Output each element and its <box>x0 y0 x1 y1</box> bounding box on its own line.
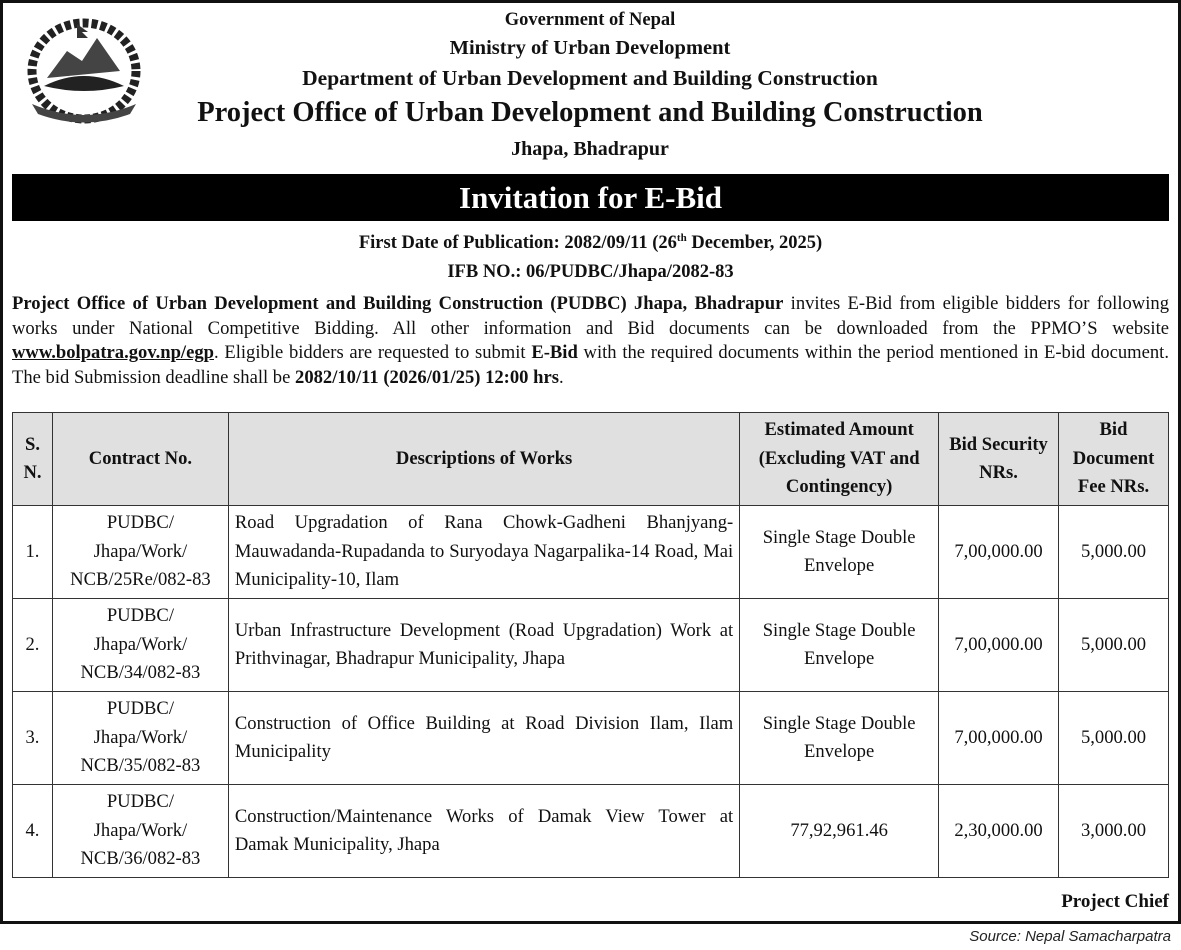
header-security: Bid Security NRs. <box>939 413 1059 506</box>
department-line: Department of Urban Development and Building Construction <box>302 66 878 90</box>
signature: Project Chief <box>1061 891 1169 912</box>
security-cell: 7,00,000.00 <box>939 599 1059 692</box>
sn-cell: 2. <box>13 599 53 692</box>
security-cell: 7,00,000.00 <box>939 506 1059 599</box>
source-caption: Source: Nepal Samacharpatra <box>969 928 1171 945</box>
table-row <box>13 506 1169 599</box>
govt-line: Government of Nepal <box>504 10 676 30</box>
office-line: Project Office of Urban Development and Building Construction <box>197 97 983 128</box>
contract-cell: PUDBC/ Jhapa/Work/ NCB/25Re/082-83 <box>52 506 228 599</box>
header-amount: Estimated Amount (Excluding VAT and Contingency) <box>740 413 939 506</box>
works-table <box>12 412 1169 878</box>
contract-cell: PUDBC/ Jhapa/Work/ NCB/36/082-83 <box>52 785 228 878</box>
ifb-number: IFB NO.: 06/PUDBC/Jhapa/2082-83 <box>447 262 734 282</box>
header-contract: Contract No. <box>52 413 228 506</box>
amount-cell: Single Stage Double Envelope <box>740 506 939 599</box>
ministry-line: Ministry of Urban Development <box>449 37 731 59</box>
amount-cell: Single Stage Double Envelope <box>740 692 939 785</box>
publication-date: First Date of Publication: 2082/09/11 (26th December, 2025) <box>358 232 823 254</box>
fee-cell: 5,000.00 <box>1059 692 1169 785</box>
sn-cell: 1. <box>13 506 53 599</box>
sn-cell: 4. <box>13 785 53 878</box>
nepal-emblem-icon <box>22 16 146 126</box>
fee-cell: 5,000.00 <box>1059 599 1169 692</box>
fee-cell: 3,000.00 <box>1059 785 1169 878</box>
fee-cell: 5,000.00 <box>1059 506 1169 599</box>
table-row <box>13 599 1169 692</box>
sn-cell: 3. <box>13 692 53 785</box>
title-banner: Invitation for E-Bid <box>12 174 1169 221</box>
header-description: Descriptions of Works <box>228 413 739 506</box>
header-fee: Bid Document Fee NRs. <box>1059 413 1169 506</box>
table-header-row <box>13 413 1169 506</box>
location-line: Jhapa, Bhadrapur <box>511 138 669 160</box>
amount-cell: Single Stage Double Envelope <box>740 599 939 692</box>
amount-cell: 77,92,961.46 <box>740 785 939 878</box>
description-cell: Road Upgradation of Rana Chowk-Gadheni Bhanjyang-Mauwadanda-Rupadanda to Suryodaya Nagarpalika-14 Road, Mai Municipality-10, Ilam <box>228 506 739 599</box>
contract-cell: PUDBC/ Jhapa/Work/ NCB/34/082-83 <box>52 599 228 692</box>
header-sn: S. N. <box>13 413 53 506</box>
table-row <box>13 692 1169 785</box>
contract-cell: PUDBC/ Jhapa/Work/ NCB/35/082-83 <box>52 692 228 785</box>
security-cell: 7,00,000.00 <box>939 692 1059 785</box>
description-cell: Construction of Office Building at Road Division Ilam, Ilam Municipality <box>228 692 739 785</box>
description-cell: Construction/Maintenance Works of Damak View Tower at Damak Municipality, Jhapa <box>228 785 739 878</box>
bolpatra-link[interactable]: www.bolpatra.gov.np/egp <box>12 342 214 363</box>
security-cell: 2,30,000.00 <box>939 785 1059 878</box>
description-cell: Urban Infrastructure Development (Road Upgradation) Work at Prithvinagar, Bhadrapur Municipality, Jhapa <box>228 599 739 692</box>
intro-paragraph: Project Office of Urban Development and Building Construction (PUDBC) Jhapa, Bhadrapur invites E-Bid from eligible bidders for following works under National Competitive Bidding. All other information and Bid documents can be downloaded from the PPMO’S website www.bolpatra.gov.np/egp. Eligible bidders are requested to submit E-Bid with the required documents within the period mentioned in E-bid document. The bid Submission deadline shall be 2082/10/11 (2026/01/25) 12:00 hrs. <box>12 293 1169 388</box>
table-row <box>13 785 1169 878</box>
